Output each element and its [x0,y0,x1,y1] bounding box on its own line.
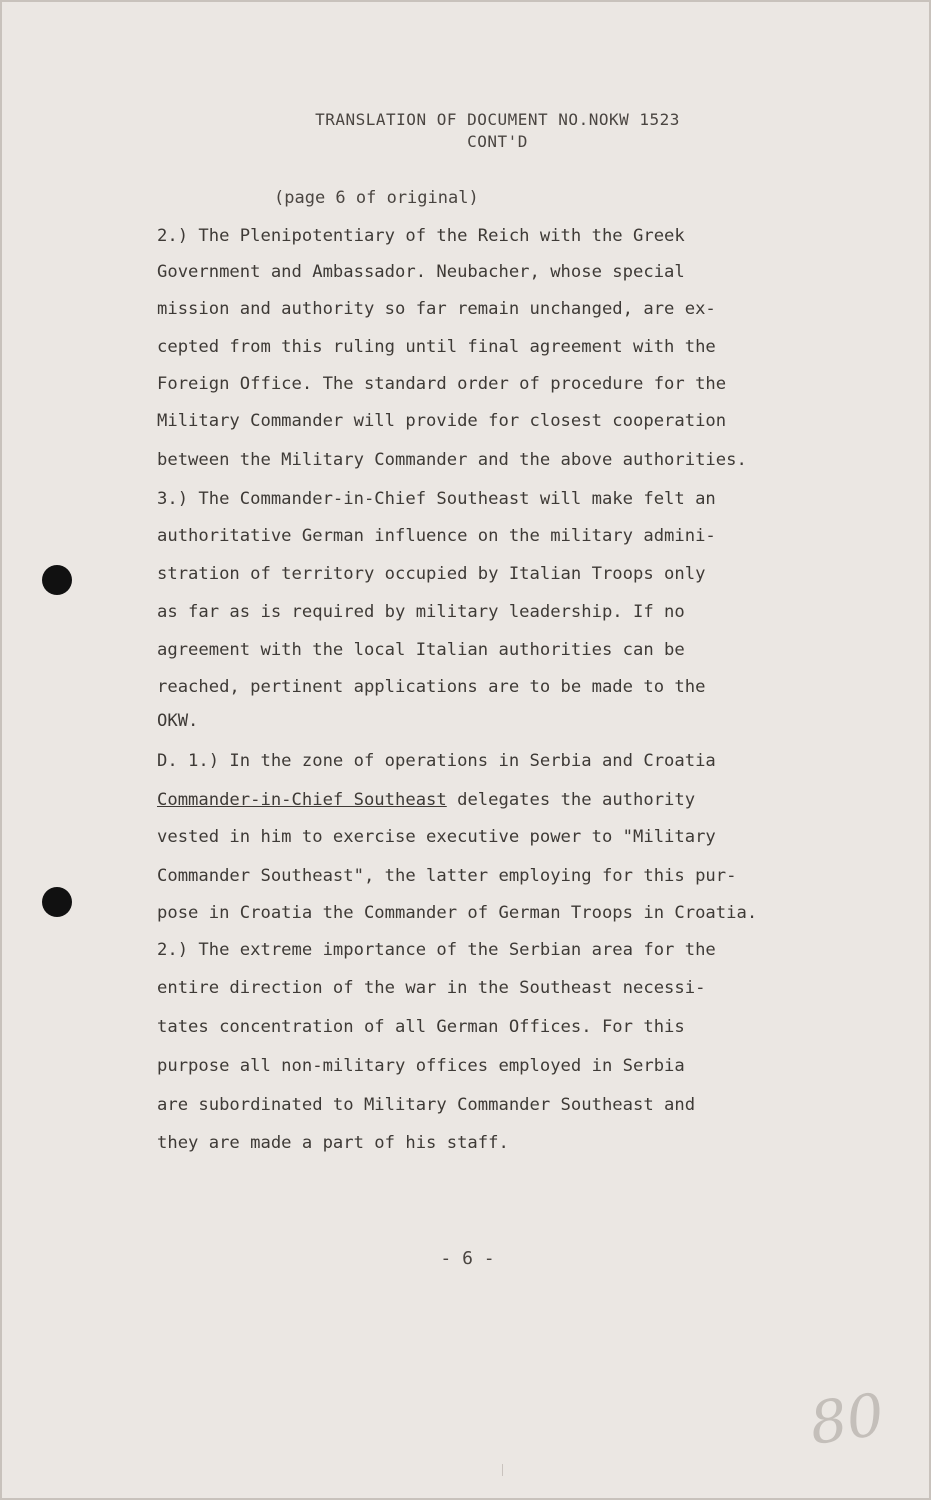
text-line: stration of territory occupied by Italian Troops only [157,564,706,584]
text-line: between the Military Commander and the above authorities. [157,450,747,470]
punch-hole [42,887,72,917]
punch-hole [42,565,72,595]
text-line: 3.) The Commander-in-Chief Southeast will make felt an [157,489,716,509]
page-reference: (page 6 of original) [274,188,479,208]
text-line: agreement with the local Italian authorities can be [157,640,685,660]
document-title: TRANSLATION OF DOCUMENT NO.NOKW 1523 [315,110,680,129]
text-line-continuation: delegates the authority [446,790,696,810]
text-line: Military Commander will provide for closest cooperation [157,411,727,431]
text-line: reached, pertinent applications are to be made to the [157,677,706,697]
text-line: as far as is required by military leadership. If no [157,602,685,622]
text-line [157,790,695,810]
handwritten-page-number: 80 [805,1380,889,1458]
text-line: D. 1.) In the zone of operations in Serbia and Croatia [157,751,716,771]
text-line: are subordinated to Military Commander Southeast and [157,1095,696,1115]
margin-mark [502,1464,503,1476]
text-line: tates concentration of all German Offices. For this [157,1017,685,1037]
text-line: 2.) The Plenipotentiary of the Reich with the Greek [157,226,685,246]
page-number: - 6 - [440,1248,495,1269]
text-line: authoritative German influence on the military admini- [157,526,716,546]
text-line: mission and authority so far remain unchanged, are ex- [157,299,716,319]
underlined-heading: Commander-in-Chief Southeast [157,790,447,810]
text-line: OKW. [157,711,199,731]
text-line: purpose all non-military offices employed in Serbia [157,1056,685,1076]
text-line: pose in Croatia the Commander of German Troops in Croatia. [157,903,758,923]
text-line: Commander Southeast", the latter employing for this pur- [157,866,737,886]
text-line: they are made a part of his staff. [157,1133,509,1153]
text-line: Government and Ambassador. Neubacher, whose special [157,262,685,282]
text-line: Foreign Office. The standard order of procedure for the [157,374,727,394]
text-line: vested in him to exercise executive power to "Military [157,827,716,847]
text-line: entire direction of the war in the Southeast necessi- [157,978,706,998]
document-title-continued: CONT'D [467,132,528,151]
text-line: 2.) The extreme importance of the Serbian area for the [157,940,716,960]
text-line: cepted from this ruling until final agreement with the [157,337,716,357]
